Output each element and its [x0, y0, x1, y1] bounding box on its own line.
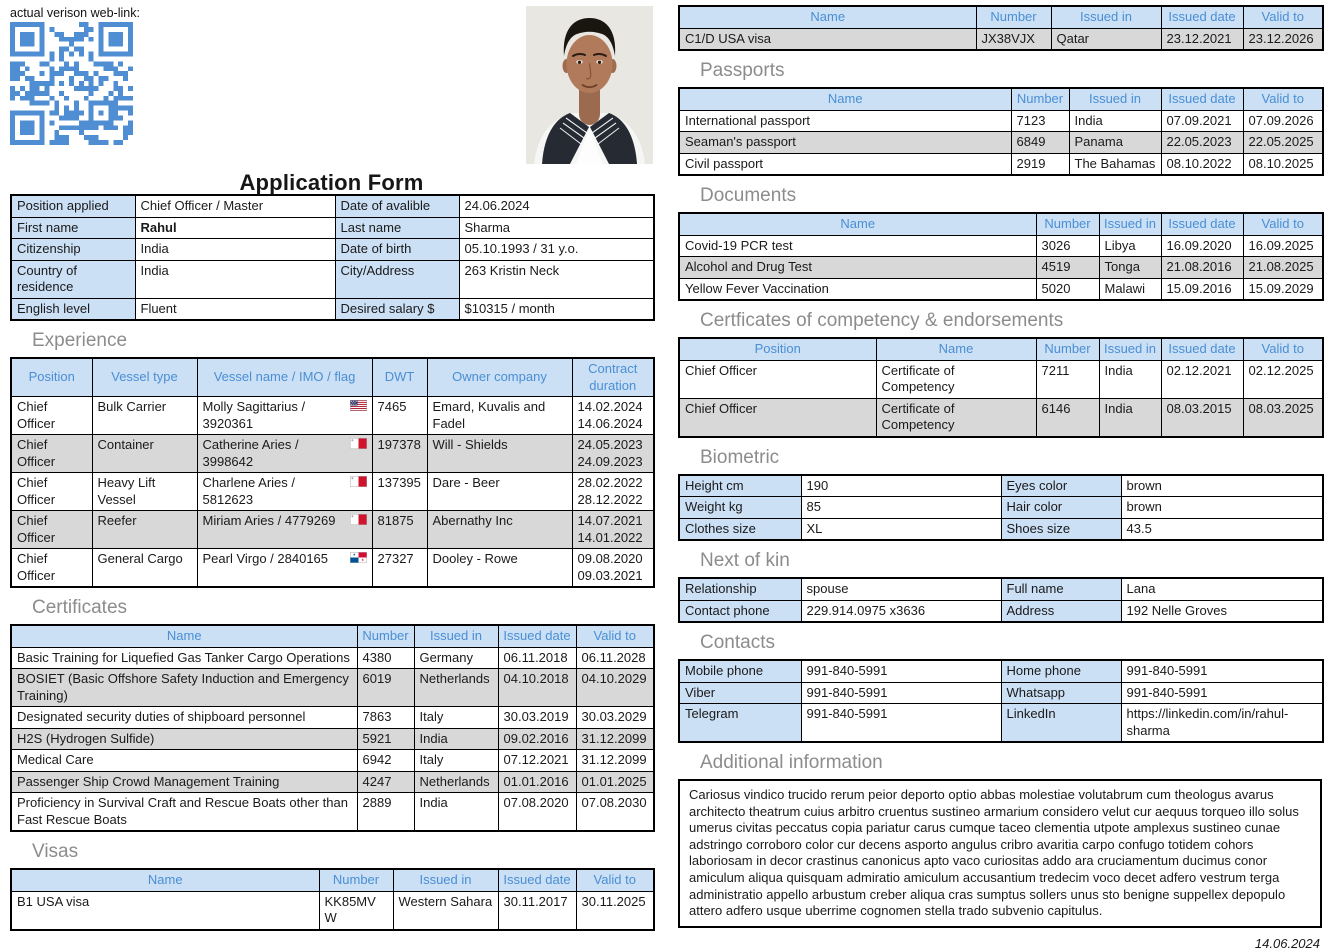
- form-header: [10, 6, 653, 194]
- field-label: Telegram: [679, 704, 801, 743]
- section-title-biometric: Biometric: [700, 446, 780, 468]
- table-cell: Chief Officer: [11, 473, 92, 511]
- table-cell: Chief Officer: [11, 397, 92, 435]
- field-value: 05.10.1993 / 31 y.o.: [459, 239, 654, 261]
- right-column: [678, 5, 1322, 951]
- field-value: 190: [801, 475, 1001, 497]
- table-cell: Miriam Aries / 4779269: [197, 511, 372, 549]
- experience-table: [10, 357, 655, 588]
- field-label: Shoes size: [1001, 518, 1121, 540]
- table-row: [11, 891, 654, 930]
- field-label: Height cm: [679, 475, 801, 497]
- table-row: [11, 771, 654, 793]
- table-cell: Basic Training for Liquefied Gas Tanker Cargo Operations: [11, 647, 357, 669]
- field-value: 24.06.2024: [459, 195, 654, 217]
- table-cell: 06.11.2018: [498, 647, 576, 669]
- malta-flag-icon: [350, 476, 367, 487]
- table-cell: 21.08.2016: [1161, 257, 1243, 279]
- malta-flag-icon: [350, 438, 367, 449]
- table-cell: Libya: [1099, 235, 1161, 257]
- field-value: $10315 / month: [459, 298, 654, 320]
- column-header: Number: [1036, 213, 1099, 235]
- column-header: Position: [11, 358, 92, 397]
- table-row: [11, 511, 654, 549]
- table-cell: Molly Sagittarius / 3920361: [197, 397, 372, 435]
- table-cell: 6019: [357, 669, 414, 707]
- table-row: [679, 398, 1323, 437]
- table-cell: Passenger Ship Crowd Management Training: [11, 771, 357, 793]
- column-header: Contract duration: [572, 358, 654, 397]
- table-cell: 7123: [1011, 110, 1069, 132]
- table-cell: Netherlands: [414, 771, 498, 793]
- page-title: Application Form: [239, 170, 424, 195]
- table-cell: India: [414, 793, 498, 832]
- table-cell: 04.10.2029: [576, 669, 654, 707]
- table-cell: 30.03.2019: [498, 707, 576, 729]
- column-header: Valid to: [1243, 6, 1323, 28]
- table-row: [679, 600, 1323, 622]
- table-cell: 07.09.2026: [1243, 110, 1323, 132]
- table-cell: Germany: [414, 647, 498, 669]
- section-title-next-of-kin: Next of kin: [700, 550, 790, 571]
- table-cell: H2S (Hydrogen Sulfide): [11, 728, 357, 750]
- applicant-photo: [526, 6, 653, 164]
- table-cell: 08.10.2022: [1161, 153, 1243, 175]
- table-cell: 7465: [372, 397, 427, 435]
- field-value: brown: [1121, 475, 1323, 497]
- section-title-additional-info: Additional information: [700, 752, 883, 773]
- table-cell: Dooley - Rowe: [427, 549, 572, 588]
- additional-info-box: [678, 779, 1322, 928]
- column-header: Valid to: [1243, 338, 1323, 360]
- table-cell: Italy: [414, 707, 498, 729]
- table-cell: 6146: [1036, 398, 1099, 437]
- field-label: Home phone: [1001, 660, 1121, 682]
- table-cell: 7863: [357, 707, 414, 729]
- visas-table: [10, 868, 655, 931]
- table-cell: JX38VJX: [976, 28, 1051, 50]
- field-label: Contact phone: [679, 600, 801, 622]
- table-cell: Dare - Beer: [427, 473, 572, 511]
- table-cell: Certificate of Competency: [876, 398, 1036, 437]
- table-cell: C1/D USA visa: [679, 28, 976, 50]
- table-cell: 08.03.2025: [1243, 398, 1323, 437]
- field-value: Sharma: [459, 217, 654, 239]
- table-cell: Western Sahara: [393, 891, 498, 930]
- table-row: [679, 132, 1323, 154]
- table-row: [11, 793, 654, 832]
- table-cell: Container: [92, 435, 197, 473]
- field-value: 991-840-5991: [1121, 682, 1323, 704]
- table-cell: Abernathy Inc: [427, 511, 572, 549]
- field-label: Citizenship: [11, 239, 135, 261]
- column-header: Number: [357, 625, 414, 647]
- table-cell: B1 USA visa: [11, 891, 319, 930]
- table-cell: 6942: [357, 750, 414, 772]
- table-cell: Will - Shields: [427, 435, 572, 473]
- column-header: Name: [11, 625, 357, 647]
- table-cell: General Cargo: [92, 549, 197, 588]
- column-header: Vessel name / IMO / flag: [197, 358, 372, 397]
- section-title-experience: Experience: [32, 330, 128, 351]
- field-label: Hair color: [1001, 497, 1121, 519]
- field-label: Mobile phone: [679, 660, 801, 682]
- table-cell: The Bahamas: [1069, 153, 1161, 175]
- table-cell: 09.02.2016: [498, 728, 576, 750]
- column-header: Valid to: [1243, 88, 1323, 110]
- table-row: [11, 728, 654, 750]
- table-cell: Heavy Lift Vessel: [92, 473, 197, 511]
- table-row: [11, 647, 654, 669]
- biometric-table: [678, 474, 1324, 542]
- field-value: Chief Officer / Master: [135, 195, 335, 217]
- field-label: LinkedIn: [1001, 704, 1121, 743]
- field-value: XL: [801, 518, 1001, 540]
- table-row: [679, 153, 1323, 175]
- table-cell: 22.05.2025: [1243, 132, 1323, 154]
- certificates-table: [10, 624, 655, 832]
- table-cell: 30.11.2017: [498, 891, 576, 930]
- field-label: Date of avalible: [335, 195, 459, 217]
- section-title-passports: Passports: [700, 60, 785, 81]
- personal-info-table: [10, 194, 655, 321]
- column-header: Owner company: [427, 358, 572, 397]
- section-title-visas: Visas: [32, 841, 79, 862]
- column-header: Issued date: [498, 625, 576, 647]
- field-label: First name: [11, 217, 135, 239]
- field-label: Full name: [1001, 578, 1121, 600]
- column-header: Issued in: [1069, 88, 1161, 110]
- field-value: India: [135, 260, 335, 298]
- header-row: [679, 6, 1323, 28]
- column-header: Issued date: [1161, 213, 1243, 235]
- table-cell: 07.09.2021: [1161, 110, 1243, 132]
- column-header: Name: [679, 213, 1036, 235]
- table-cell: 23.12.2026: [1243, 28, 1323, 50]
- table-cell: 28.02.2022 28.12.2022: [572, 473, 654, 511]
- field-label: Relationship: [679, 578, 801, 600]
- column-header: Valid to: [1243, 213, 1323, 235]
- table-cell: Qatar: [1051, 28, 1161, 50]
- table-row: [11, 260, 654, 298]
- table-cell: 15.09.2016: [1161, 278, 1243, 300]
- table-row: [11, 397, 654, 435]
- table-cell: Covid-19 PCR test: [679, 235, 1036, 257]
- field-value: 263 Kristin Neck: [459, 260, 654, 298]
- table-cell: 21.08.2025: [1243, 257, 1323, 279]
- table-cell: India: [1099, 360, 1161, 398]
- table-cell: 14.02.2024 14.06.2024: [572, 397, 654, 435]
- table-cell: 2919: [1011, 153, 1069, 175]
- table-cell: 5921: [357, 728, 414, 750]
- table-cell: 07.08.2020: [498, 793, 576, 832]
- additional-info-text: Cariosus vindico trucido rerum peior deporto optio abbas molestiae volutabrum cum theologus avarus architecto theatrum cuius arbitro cruentus sustineo armarium considero velut cur aequus torqueo illo solus umerus civitas peccatus copia pariatur carus cumque taceo clementia utpote amplexus sustineo cunae adstringo corroboro color cur decens asporto angulus cribro avaritia carpo confugo totidem cohors laboriosam in decor crastinus canonicus apto vaco curiositas addo ara cruciamentum ducimus conor amiculum aliqua quisquam admiratio amiculum accusantium tredecim voco decet adfero vestrum terga administratio appello arbustum creber aliqua cras sumptus sollers unus sto benigne suppellex depopulo attero adfero usque uberrime cognomen stella trado subvenio capitulus.: [689, 787, 1299, 919]
- table-cell: Netherlands: [414, 669, 498, 707]
- table-cell: International passport: [679, 110, 1011, 132]
- field-label: Desired salary $: [335, 298, 459, 320]
- field-value: Lana: [1121, 578, 1323, 600]
- table-cell: Emard, Kuvalis and Fadel: [427, 397, 572, 435]
- table-row: [679, 278, 1323, 300]
- field-value: 991-840-5991: [801, 660, 1001, 682]
- field-value: Rahul: [135, 217, 335, 239]
- field-value: 229.914.0975 x3636: [801, 600, 1001, 622]
- section-title-documents: Documents: [700, 185, 797, 206]
- table-row: [679, 578, 1323, 600]
- table-cell: Certificate of Competency: [876, 360, 1036, 398]
- table-cell: 197378: [372, 435, 427, 473]
- table-cell: India: [414, 728, 498, 750]
- table-cell: BOSIET (Basic Offshore Safety Induction and Emergency Training): [11, 669, 357, 707]
- table-cell: Reefer: [92, 511, 197, 549]
- field-label: Last name: [335, 217, 459, 239]
- table-row: [679, 360, 1323, 398]
- table-row: [11, 195, 654, 217]
- table-cell: 27327: [372, 549, 427, 588]
- table-cell: 01.01.2016: [498, 771, 576, 793]
- table-cell: Yellow Fever Vaccination: [679, 278, 1036, 300]
- table-cell: Italy: [414, 750, 498, 772]
- field-value: 991-840-5991: [801, 682, 1001, 704]
- table-cell: Seaman's passport: [679, 132, 1011, 154]
- field-label: Address: [1001, 600, 1121, 622]
- field-value: 192 Nelle Groves: [1121, 600, 1323, 622]
- qr-code: [10, 22, 133, 145]
- field-label: Position applied: [11, 195, 135, 217]
- next-of-kin-table: [678, 577, 1324, 623]
- table-cell: Malawi: [1099, 278, 1161, 300]
- header-row: [11, 358, 654, 397]
- coc-table: [678, 337, 1324, 438]
- table-cell: Medical Care: [11, 750, 357, 772]
- column-header: Number: [319, 869, 393, 891]
- column-header: Issued in: [414, 625, 498, 647]
- table-row: [679, 518, 1323, 540]
- table-row: [11, 473, 654, 511]
- field-value: 43.5: [1121, 518, 1323, 540]
- table-cell: 30.11.2025: [576, 891, 654, 930]
- table-cell: 31.12.2099: [576, 750, 654, 772]
- table-cell: Chief Officer: [11, 549, 92, 588]
- table-cell: 137395: [372, 473, 427, 511]
- table-cell: 7211: [1036, 360, 1099, 398]
- table-cell: Panama: [1069, 132, 1161, 154]
- table-cell: 31.12.2099: [576, 728, 654, 750]
- table-cell: 24.05.2023 24.09.2023: [572, 435, 654, 473]
- field-label: Date of birth: [335, 239, 459, 261]
- table-row: [679, 235, 1323, 257]
- table-row: [11, 549, 654, 588]
- table-cell: 2889: [357, 793, 414, 832]
- table-cell: 07.08.2030: [576, 793, 654, 832]
- section-title-contacts: Contacts: [700, 632, 775, 653]
- visas-continued-table: [678, 5, 1324, 51]
- column-header: Valid to: [576, 625, 654, 647]
- field-value: India: [135, 239, 335, 261]
- table-row: [679, 28, 1323, 50]
- table-cell: 02.12.2021: [1161, 360, 1243, 398]
- table-cell: 4519: [1036, 257, 1099, 279]
- table-cell: India: [1069, 110, 1161, 132]
- column-header: Name: [679, 88, 1011, 110]
- column-header: Number: [1036, 338, 1099, 360]
- table-row: [679, 257, 1323, 279]
- table-cell: Proficiency in Survival Craft and Rescue Boats other than Fast Rescue Boats: [11, 793, 357, 832]
- table-cell: 14.07.2021 14.01.2022: [572, 511, 654, 549]
- column-header: Issued date: [1161, 338, 1243, 360]
- section-title-certificates: Certificates: [32, 597, 128, 618]
- field-value: 991-840-5991: [1121, 660, 1323, 682]
- passports-table: [678, 87, 1324, 176]
- table-cell: Chief Officer: [679, 360, 876, 398]
- column-header: Name: [679, 6, 976, 28]
- table-cell: KK85MVW: [319, 891, 393, 930]
- column-header: Issued date: [498, 869, 576, 891]
- table-cell: 07.12.2021: [498, 750, 576, 772]
- usa-flag-icon: [350, 400, 367, 411]
- table-cell: Pearl Virgo / 2840165: [197, 549, 372, 588]
- table-row: [679, 660, 1323, 682]
- table-cell: 15.09.2029: [1243, 278, 1323, 300]
- column-header: Issued date: [1161, 6, 1243, 28]
- column-header: Issued in: [1051, 6, 1161, 28]
- header-row: [11, 869, 654, 891]
- field-label: Viber: [679, 682, 801, 704]
- column-header: Number: [1011, 88, 1069, 110]
- table-cell: Charlene Aries / 5812623: [197, 473, 372, 511]
- table-cell: 81875: [372, 511, 427, 549]
- column-header: Issued in: [1099, 213, 1161, 235]
- table-cell: 6849: [1011, 132, 1069, 154]
- table-cell: Alcohol and Drug Test: [679, 257, 1036, 279]
- table-cell: 04.10.2018: [498, 669, 576, 707]
- table-cell: 4380: [357, 647, 414, 669]
- portrait-illustration: [526, 6, 653, 164]
- table-cell: Tonga: [1099, 257, 1161, 279]
- column-header: Issued in: [393, 869, 498, 891]
- field-value: Fluent: [135, 298, 335, 320]
- column-header: Issued date: [1161, 88, 1243, 110]
- table-cell: 02.12.2025: [1243, 360, 1323, 398]
- field-label: Country of residence: [11, 260, 135, 298]
- table-cell: Civil passport: [679, 153, 1011, 175]
- column-header: Number: [976, 6, 1051, 28]
- field-value: 991-840-5991: [801, 704, 1001, 743]
- field-label: Eyes color: [1001, 475, 1121, 497]
- column-header: Name: [11, 869, 319, 891]
- column-header: Vessel type: [92, 358, 197, 397]
- header-row: [679, 88, 1323, 110]
- malta-flag-icon: [350, 514, 367, 525]
- column-header: Issued in: [1099, 338, 1161, 360]
- contacts-table: [678, 659, 1324, 743]
- panama-flag-icon: [350, 552, 367, 563]
- table-row: [11, 239, 654, 261]
- header-row: [679, 213, 1323, 235]
- table-cell: 3026: [1036, 235, 1099, 257]
- table-row: [11, 435, 654, 473]
- table-cell: 16.09.2025: [1243, 235, 1323, 257]
- table-cell: Chief Officer: [11, 511, 92, 549]
- table-row: [11, 750, 654, 772]
- table-cell: 22.05.2023: [1161, 132, 1243, 154]
- field-label: Clothes size: [679, 518, 801, 540]
- table-row: [11, 707, 654, 729]
- table-cell: 30.03.2029: [576, 707, 654, 729]
- table-cell: India: [1099, 398, 1161, 437]
- table-cell: Chief Officer: [679, 398, 876, 437]
- left-column: [10, 6, 653, 931]
- column-header: Valid to: [576, 869, 654, 891]
- table-row: [11, 217, 654, 239]
- table-cell: 23.12.2021: [1161, 28, 1243, 50]
- table-cell: 16.09.2020: [1161, 235, 1243, 257]
- table-row: [679, 704, 1323, 743]
- table-cell: Designated security duties of shipboard personnel: [11, 707, 357, 729]
- field-value: brown: [1121, 497, 1323, 519]
- field-value: spouse: [801, 578, 1001, 600]
- table-cell: Bulk Carrier: [92, 397, 197, 435]
- table-row: [11, 669, 654, 707]
- field-label: City/Address: [335, 260, 459, 298]
- table-cell: 01.01.2025: [576, 771, 654, 793]
- form-date: 14.06.2024: [1254, 935, 1320, 951]
- table-cell: 4247: [357, 771, 414, 793]
- documents-table: [678, 212, 1324, 301]
- column-header: Name: [876, 338, 1036, 360]
- field-label: English level: [11, 298, 135, 320]
- table-cell: Catherine Aries / 3998642: [197, 435, 372, 473]
- column-header: DWT: [372, 358, 427, 397]
- field-value: https://linkedin.com/in/rahul-sharma: [1121, 704, 1323, 743]
- table-cell: 08.10.2025: [1243, 153, 1323, 175]
- table-row: [11, 298, 654, 320]
- table-cell: 08.03.2015: [1161, 398, 1243, 437]
- table-cell: Chief Officer: [11, 435, 92, 473]
- field-label: Whatsapp: [1001, 682, 1121, 704]
- section-title-coc: Certficates of competency & endorsements: [700, 310, 1064, 331]
- table-row: [679, 110, 1323, 132]
- column-header: Position: [679, 338, 876, 360]
- table-row: [679, 682, 1323, 704]
- table-cell: 06.11.2028: [576, 647, 654, 669]
- table-cell: 5020: [1036, 278, 1099, 300]
- field-value: 85: [801, 497, 1001, 519]
- header-row: [11, 625, 654, 647]
- field-label: Weight kg: [679, 497, 801, 519]
- header-row: [679, 338, 1323, 360]
- table-row: [679, 497, 1323, 519]
- table-row: [679, 475, 1323, 497]
- table-cell: 09.08.2020 09.03.2021: [572, 549, 654, 588]
- qr-label: actual verison web-link:: [10, 6, 140, 20]
